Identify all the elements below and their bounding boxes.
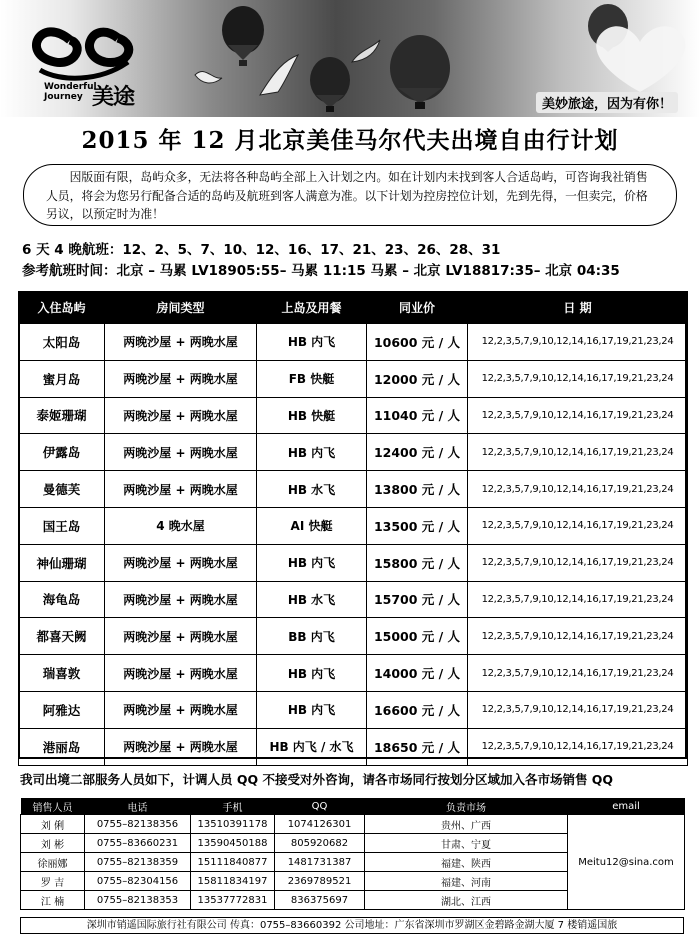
staff-table [20, 798, 685, 910]
dates-cell: 12,2,3,5,7,9,10,12,14,16,17,19,21,23,24 [468, 655, 688, 692]
staff-qq-cell: 1074126301 [275, 815, 365, 834]
staff-name-cell: 刘 彬 [21, 834, 85, 853]
logo-text-cn: 美途 [92, 85, 135, 110]
page-title: 2015 年 12 月北京美佳马尔代夫出境自由行计划 [81, 127, 619, 154]
table-row [19, 691, 688, 728]
staff-header-mobile: 手机 [191, 798, 275, 815]
table-row [19, 581, 688, 618]
price-cell: 16600 元 / 人 [367, 691, 468, 728]
staff-mobile-cell: 13537772831 [191, 891, 275, 910]
staff-header-phone: 电话 [85, 798, 191, 815]
dates-cell: 12,2,3,5,7,9,10,12,14,16,17,19,21,23,24 [468, 471, 688, 508]
logo-mark [36, 32, 128, 78]
meal-cell: AI 快艇 [257, 507, 367, 544]
price-cell: 15800 元 / 人 [367, 544, 468, 581]
room-cell: 两晚沙屋 + 两晚水屋 [105, 360, 257, 397]
staff-market-cell: 福建、河南 [365, 872, 568, 891]
room-cell: 两晚沙屋 + 两晚水屋 [105, 397, 257, 434]
heart-cloud-icon [596, 26, 685, 92]
header-room: 房间类型 [105, 291, 257, 324]
staff-mobile-cell: 15811834197 [191, 872, 275, 891]
dates-cell: 12,2,3,5,7,9,10,12,14,16,17,19,21,23,24 [468, 397, 688, 434]
island-cell: 曼德芙 [19, 471, 105, 508]
price-table [18, 291, 688, 766]
flight-schedule: 6 天 4 晚航班：12、2、5、7、10、12、16、17、21、23、26、28、31 [22, 242, 501, 258]
table-row [19, 728, 688, 765]
staff-qq-cell: 805920682 [275, 834, 365, 853]
table-row [19, 324, 688, 361]
staff-header-name: 销售人员 [21, 798, 85, 815]
seagull-icon [195, 40, 380, 95]
price-cell: 18650 元 / 人 [367, 728, 468, 765]
island-cell: 伊露岛 [19, 434, 105, 471]
table-row [19, 655, 688, 692]
price-cell: 14000 元 / 人 [367, 655, 468, 692]
price-cell: 15700 元 / 人 [367, 581, 468, 618]
meal-cell: HB 内飞 [257, 324, 367, 361]
dates-cell: 12,2,3,5,7,9,10,12,14,16,17,19,21,23,24 [468, 324, 688, 361]
balloon-icon [310, 57, 350, 112]
price-cell: 13800 元 / 人 [367, 471, 468, 508]
price-cell: 10600 元 / 人 [367, 324, 468, 361]
price-cell: 13500 元 / 人 [367, 507, 468, 544]
staff-header-market: 负责市场 [365, 798, 568, 815]
table-row [19, 471, 688, 508]
island-cell: 泰姬珊瑚 [19, 397, 105, 434]
meal-cell: HB 水飞 [257, 581, 367, 618]
header-meal: 上岛及用餐 [257, 291, 367, 324]
header-island: 入住岛屿 [19, 291, 105, 324]
price-cell: 11040 元 / 人 [367, 397, 468, 434]
room-cell: 两晚沙屋 + 两晚水屋 [105, 544, 257, 581]
island-cell: 都喜天阙 [19, 618, 105, 655]
table-row [19, 544, 688, 581]
island-cell: 瑞喜敦 [19, 655, 105, 692]
staff-mobile-cell: 15111840877 [191, 853, 275, 872]
room-cell: 4 晚水屋 [105, 507, 257, 544]
price-cell: 12000 元 / 人 [367, 360, 468, 397]
flight-reference: 参考航班时间：北京 – 马累 LV18905:55– 马累 11:15 马累 – 北京 LV18817:35– 北京 04:35 [22, 263, 620, 279]
staff-phone-cell: 0755–82304156 [85, 872, 191, 891]
dates-cell: 12,2,3,5,7,9,10,12,14,16,17,19,21,23,24 [468, 728, 688, 765]
island-cell: 阿雅达 [19, 691, 105, 728]
staff-market-cell: 福建、陕西 [365, 853, 568, 872]
dates-cell: 12,2,3,5,7,9,10,12,14,16,17,19,21,23,24 [468, 581, 688, 618]
staff-name-cell: 刘 俐 [21, 815, 85, 834]
header-banner [0, 0, 700, 117]
staff-phone-cell: 0755–82138353 [85, 891, 191, 910]
staff-header-row [21, 798, 685, 815]
staff-qq-cell: 1481731387 [275, 853, 365, 872]
dates-cell: 12,2,3,5,7,9,10,12,14,16,17,19,21,23,24 [468, 507, 688, 544]
island-cell: 国王岛 [19, 507, 105, 544]
room-cell: 两晚沙屋 + 两晚水屋 [105, 581, 257, 618]
dates-cell: 12,2,3,5,7,9,10,12,14,16,17,19,21,23,24 [468, 544, 688, 581]
balloon-icon [222, 6, 264, 66]
staff-mobile-cell: 13590450188 [191, 834, 275, 853]
meal-cell: HB 内飞 [257, 434, 367, 471]
balloon-icon [390, 35, 450, 109]
meal-cell: HB 内飞 [257, 655, 367, 692]
table-row [19, 434, 688, 471]
dates-cell: 12,2,3,5,7,9,10,12,14,16,17,19,21,23,24 [468, 360, 688, 397]
staff-phone-cell: 0755–82138359 [85, 853, 191, 872]
staff-table-body [21, 815, 685, 910]
staff-phone-cell: 0755–83660231 [85, 834, 191, 853]
header-price: 同业价 [367, 291, 468, 324]
island-cell: 神仙珊瑚 [19, 544, 105, 581]
dates-cell: 12,2,3,5,7,9,10,12,14,16,17,19,21,23,24 [468, 618, 688, 655]
room-cell: 两晚沙屋 + 两晚水屋 [105, 471, 257, 508]
staff-mobile-cell: 13510391178 [191, 815, 275, 834]
staff-qq-cell: 2369789521 [275, 872, 365, 891]
staff-email-cell[interactable]: Meitu12@sina.com [568, 815, 685, 910]
island-cell: 海龟岛 [19, 581, 105, 618]
meal-cell: HB 内飞 [257, 544, 367, 581]
meal-cell: FB 快艇 [257, 360, 367, 397]
meal-cell: HB 内飞 / 水飞 [257, 728, 367, 765]
staff-heading: 我司出境二部服务人员如下，计调人员 QQ 不接受对外咨询，请各市场同行按划分区域加入各市场销售 QQ [20, 772, 614, 787]
table-header-row [19, 291, 688, 324]
logo-text-en: Wonderful Journey [44, 82, 97, 102]
room-cell: 两晚沙屋 + 两晚水屋 [105, 434, 257, 471]
meal-cell: HB 水飞 [257, 471, 367, 508]
table-row [19, 507, 688, 544]
staff-name-cell: 徐丽娜 [21, 853, 85, 872]
price-table-body [19, 324, 688, 766]
room-cell: 两晚沙屋 + 两晚水屋 [105, 618, 257, 655]
staff-header-email: email [568, 798, 685, 815]
meal-cell: BB 内飞 [257, 618, 367, 655]
room-cell: 两晚沙屋 + 两晚水屋 [105, 324, 257, 361]
room-cell: 两晚沙屋 + 两晚水屋 [105, 728, 257, 765]
table-row [19, 618, 688, 655]
price-cell: 12400 元 / 人 [367, 434, 468, 471]
staff-market-cell: 贵州、广西 [365, 815, 568, 834]
room-cell: 两晚沙屋 + 两晚水屋 [105, 691, 257, 728]
meal-cell: HB 内飞 [257, 691, 367, 728]
staff-header-qq: QQ [275, 798, 365, 815]
price-cell: 15000 元 / 人 [367, 618, 468, 655]
staff-phone-cell: 0755–82138356 [85, 815, 191, 834]
slogan: 美妙旅途，因为有你！ [536, 92, 678, 113]
notice-box: 因版面有限，岛屿众多，无法将各种岛屿全部上入计划之内。如在计划内未找到客人合适岛屿，可咨询我社销售人员，将会为您另行配备合适的岛屿及航班到客人满意为准。以下计划为控房控位计划，先到先得，一但卖完，价格另议，以预定时为准！ [23, 164, 677, 226]
table-row [19, 397, 688, 434]
island-cell: 港丽岛 [19, 728, 105, 765]
company-footer: 深圳市销遥国际旅行社有限公司 传真：0755–83660392 公司地址：广东省深圳市罗湖区金碧路金湖大厦 7 楼销遥国旅 [20, 917, 684, 934]
staff-qq-cell: 836375697 [275, 891, 365, 910]
room-cell: 两晚沙屋 + 两晚水屋 [105, 655, 257, 692]
staff-name-cell: 江 楠 [21, 891, 85, 910]
table-row [19, 360, 688, 397]
staff-market-cell: 湖北、江西 [365, 891, 568, 910]
header-dates: 日 期 [468, 291, 688, 324]
island-cell: 蜜月岛 [19, 360, 105, 397]
dates-cell: 12,2,3,5,7,9,10,12,14,16,17,19,21,23,24 [468, 434, 688, 471]
island-cell: 太阳岛 [19, 324, 105, 361]
dates-cell: 12,2,3,5,7,9,10,12,14,16,17,19,21,23,24 [468, 691, 688, 728]
staff-row [21, 815, 685, 834]
staff-market-cell: 甘肃、宁夏 [365, 834, 568, 853]
meal-cell: HB 快艇 [257, 397, 367, 434]
staff-name-cell: 罗 吉 [21, 872, 85, 891]
